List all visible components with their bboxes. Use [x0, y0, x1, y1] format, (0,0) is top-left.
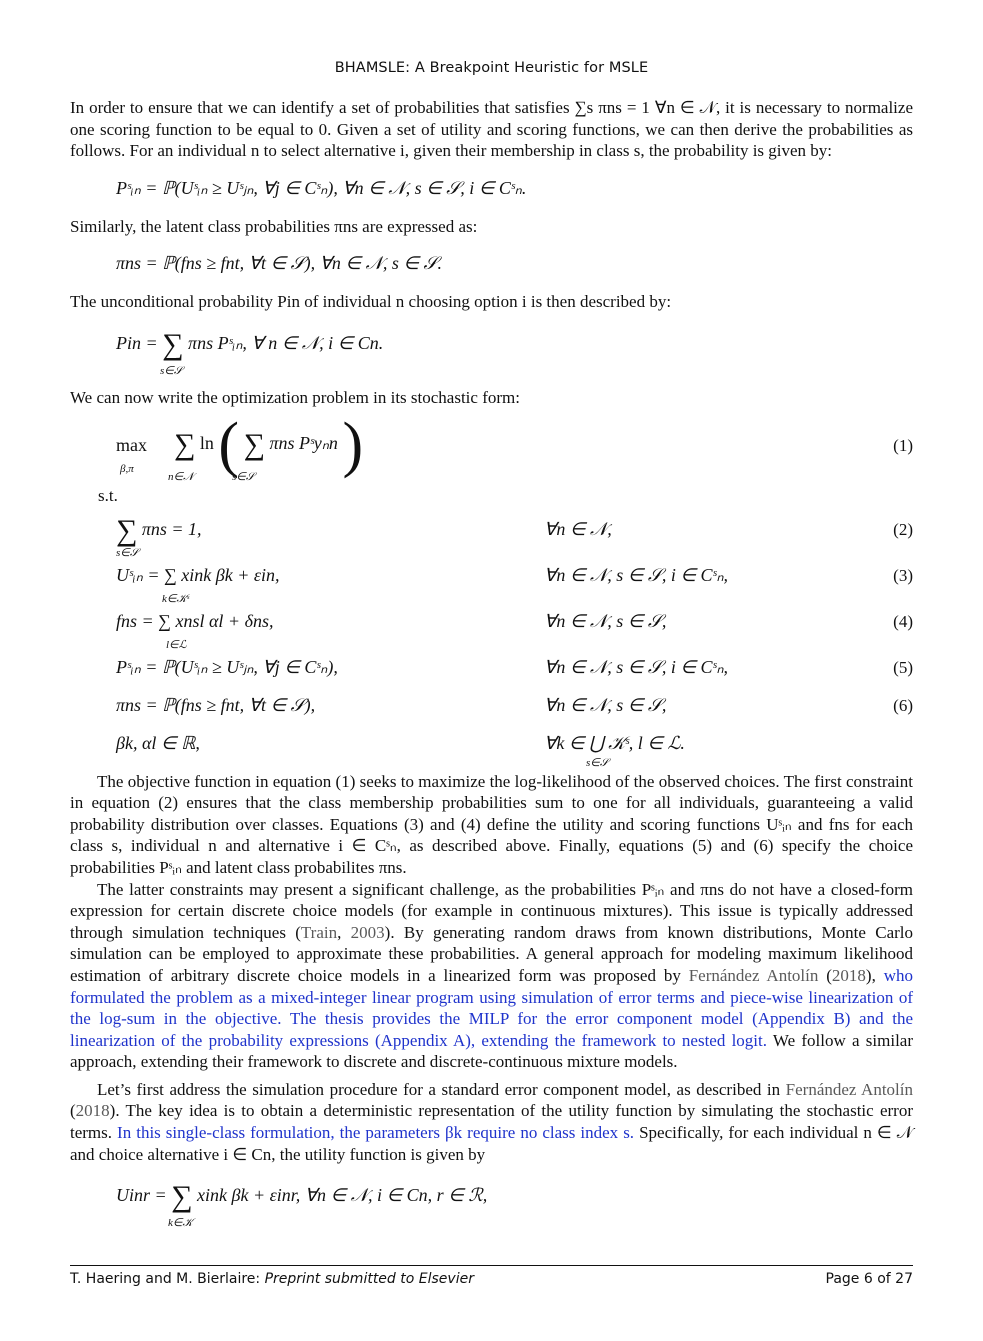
equation-unconditional-prob: Pin = ∑ πns Pˢᵢₙ, ∀ n ∈ 𝒩, i ∈ Cn. s∈𝒮 — [116, 327, 384, 377]
citation-link[interactable]: Train — [300, 922, 338, 942]
citation-link[interactable]: Fernández Antolín — [785, 1079, 913, 1099]
constraint-row: ∑ πns = 1, s∈𝒮 ∀n ∈ 𝒩, (2) — [116, 513, 913, 559]
paragraph-objective-explanation: The objective function in equation (1) seeks to maximize the log-likelihood of the observed choices. The first constraint in equation (2) ensures that the class membership probabilities sum to one for all individuals, guaranteeing a valid probability distribution over classes. Equations (3) and (4) define the utility and scoring functions Uˢᵢₙ and fns for each class s, individual n and alternative i ∈ Cˢₙ, as described above. Finally, equations (5) and (6) specify the choice probabilities Pˢᵢₙ and latent class probabilites πns. — [70, 771, 913, 877]
paragraph-normalization: In order to ensure that we can identify a set of probabilities that satisfies ∑s πns = 1 ∀n ∈ 𝒩, it is necessary to normalize one scoring function to be equal to 0. Given a set of utility and scoring functions, we can then derive the probabilities as follows. For an individual n to select alternative i, given their membership in class s, the probability is given by: — [70, 98, 913, 161]
running-head: BHAMSLE: A Breakpoint Heuristic for MSLE — [334, 60, 649, 76]
equation-latent-class-prob: πns = ℙ(fns ≥ fnt, ∀t ∈ 𝒮), ∀n ∈ 𝒩, s ∈ 𝒮. — [116, 253, 442, 274]
constraint-row: Uˢᵢₙ = ∑ xink βk + εin, k∈𝒦ˢ ∀n ∈ 𝒩, s ∈ 𝒮, i ∈ Cˢₙ, (3) — [116, 564, 913, 605]
constraint-row: βk, αl ∈ ℝ, ∀k ∈ ⋃ 𝒦ˢ, l ∈ ℒ. s∈𝒮 — [116, 732, 685, 769]
citation-year-link[interactable]: 2018 — [831, 965, 866, 985]
optimization-problem — [70, 410, 913, 769]
paragraph-unconditional: The unconditional probability Pin of individual n choosing option i is then described by: — [70, 292, 672, 312]
subject-to-label: s.t. — [98, 485, 118, 505]
paragraph-stochastic-form: We can now write the optimization problem in its stochastic form: — [70, 387, 520, 407]
citation-year-link[interactable]: 2003 — [350, 922, 385, 942]
objective-row: max β,π ∑ ln ( ∑ πns Pˢyₙn ) n∈𝒩 s∈𝒮 (1) — [116, 410, 913, 483]
highlighted-text: In this single-class formulation, the parameters βk require no class index s. — [117, 1123, 635, 1143]
page-number: Page 6 of 27 — [825, 1271, 913, 1287]
paragraph-error-component: Let’s first address the simulation procedure for a standard error component model, as described in Fernández Antolín (2018). The key idea is to obtain a deterministic representation of the utility function by simulating the stochastic error terms. In this single-class formulation, the parameters βk require no class index s. Specifically, for each individual n ∈ 𝒩 and choice alternative i ∈ Cn, the utility function is given by — [70, 1079, 913, 1164]
footer-venue: Preprint submitted to Elsevier — [264, 1271, 474, 1287]
equation-simulated-utility: Uinr = ∑ xink βk + εinr, ∀n ∈ 𝒩, i ∈ Cn, r ∈ ℛ, k∈𝒦 — [116, 1180, 488, 1230]
citation-year-link[interactable]: 2018 — [75, 1101, 110, 1121]
footer-rule — [70, 1265, 913, 1266]
highlighted-text: who formulated the problem as a mixed-integer linear program using simulation of error terms and piece-wise linearization of the log-sum in the objective. The thesis provides the MILP for the error component model (Appendix B) and the linearization of the probability expressions (Appendix A), extending the framework to nested logit. — [70, 965, 913, 1050]
citation-link[interactable]: Fernández Antolín — [688, 965, 819, 985]
paragraph-simulation: The latter constraints may present a significant challenge, as the probabilities Pˢᵢₙ and πns do not have a closed-form expression for certain discrete choice models (for example in continuous mixtures). This issue is typically addressed through simulation techniques (Train, 2003). By generating random draws from known distributions, Monte Carlo simulation can be employed to approximate these probabilities. A general approach for modeling maximum likelihood estimation of arbitrary discrete choice models in a linearized form was proposed by Fernández Antolín (2018), who formulated the problem as a mixed-integer linear program using simulation of error terms and piece-wise linearization of the log-sum in the objective. The thesis provides the MILP for the error component model (Appendix B) and the linearization of the probability expressions (Appendix A), extending the framework to nested logit. We follow a similar approach, extending their framework to discrete and discrete-continuous mixture models. — [70, 879, 913, 1072]
footer-authors: T. Haering and M. Bierlaire: — [70, 1271, 265, 1287]
constraint-row: Pˢᵢₙ = ℙ(Uˢᵢₙ ≥ Uˢⱼₙ, ∀j ∈ Cˢₙ), ∀n ∈ 𝒩, s ∈ 𝒮, i ∈ Cˢₙ, (5) — [116, 656, 913, 677]
constraint-row: fns = ∑ xnsl αl + δns, l∈ℒ ∀n ∈ 𝒩, s ∈ 𝒮, (4) — [116, 610, 913, 651]
constraint-row: πns = ℙ(fns ≥ fnt, ∀t ∈ 𝒮), ∀n ∈ 𝒩, s ∈ 𝒮, (6) — [116, 694, 913, 715]
body-text — [70, 97, 913, 1239]
paragraph-latent-class: Similarly, the latent class probabilities πns are expressed as: — [70, 216, 478, 236]
equation-class-choice-prob: Pˢᵢₙ = ℙ(Uˢᵢₙ ≥ Uˢⱼₙ, ∀j ∈ Cˢₙ), ∀n ∈ 𝒩, s ∈ 𝒮, i ∈ Cˢₙ. — [116, 177, 527, 198]
